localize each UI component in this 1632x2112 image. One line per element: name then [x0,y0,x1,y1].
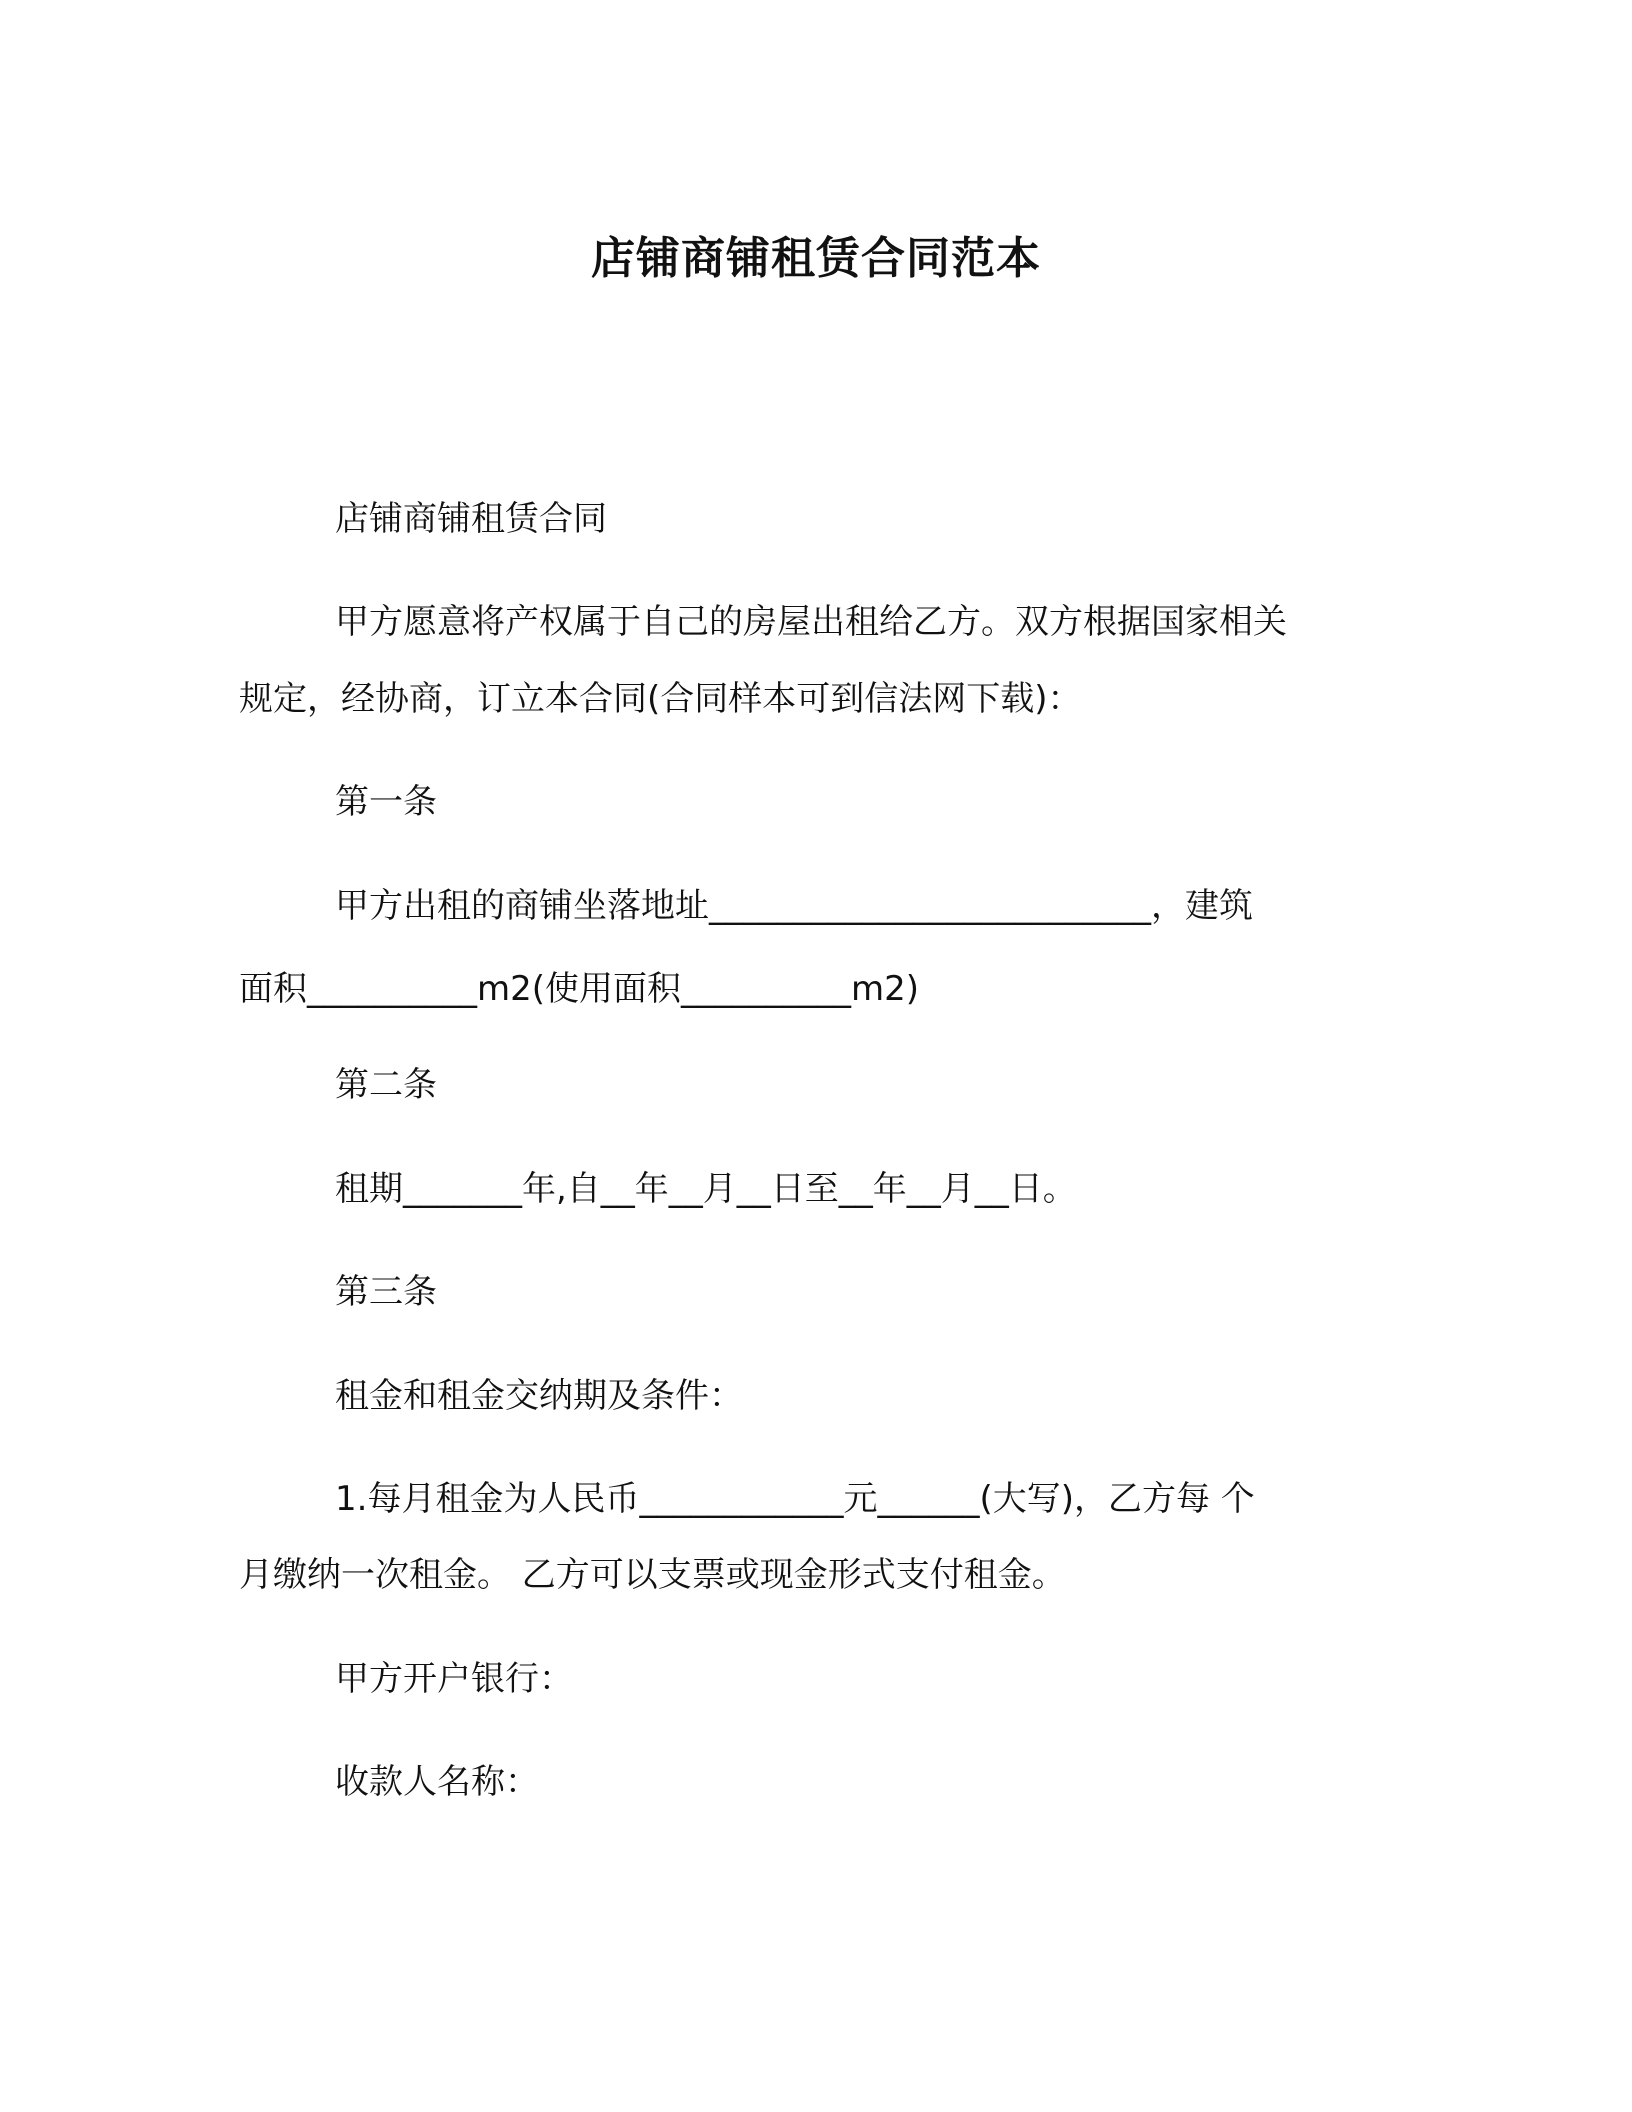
document-title: 店铺商铺租赁合同范本 [591,233,1041,284]
article-3-item-1-line-1: 1.每月租金为人民币____________元______(大写)，乙方每 个 [335,1479,1255,1519]
article-1-heading: 第一条 [335,782,437,822]
article-3-item-1-line-2: 月缴纳一次租金。 乙方可以支票或现金形式支付租金。 [239,1555,1066,1595]
paragraph-intro-line-2: 规定，经协商，订立本合同(合同样本可到信法网下载)： [239,679,1082,719]
paragraph-intro-line-1: 甲方愿意将产权属于自己的房屋出租给乙方。双方根据国家相关 [335,602,1287,642]
bank-line: 甲方开户银行： [335,1659,573,1699]
article-2-heading: 第二条 [335,1065,437,1105]
article-3-heading: 第三条 [335,1272,437,1312]
article-2-line-1: 租期_______年,自__年__月__日至__年__月__日。 [335,1169,1077,1209]
article-3-line-1: 租金和租金交纳期及条件： [335,1376,743,1416]
article-1-line-2: 面积__________m2(使用面积__________m2) [239,969,920,1009]
payee-line: 收款人名称： [335,1762,539,1802]
article-1-line-1: 甲方出租的商铺坐落地址__________________________，建筑 [335,886,1253,926]
contract-heading: 店铺商铺租赁合同 [335,499,607,539]
